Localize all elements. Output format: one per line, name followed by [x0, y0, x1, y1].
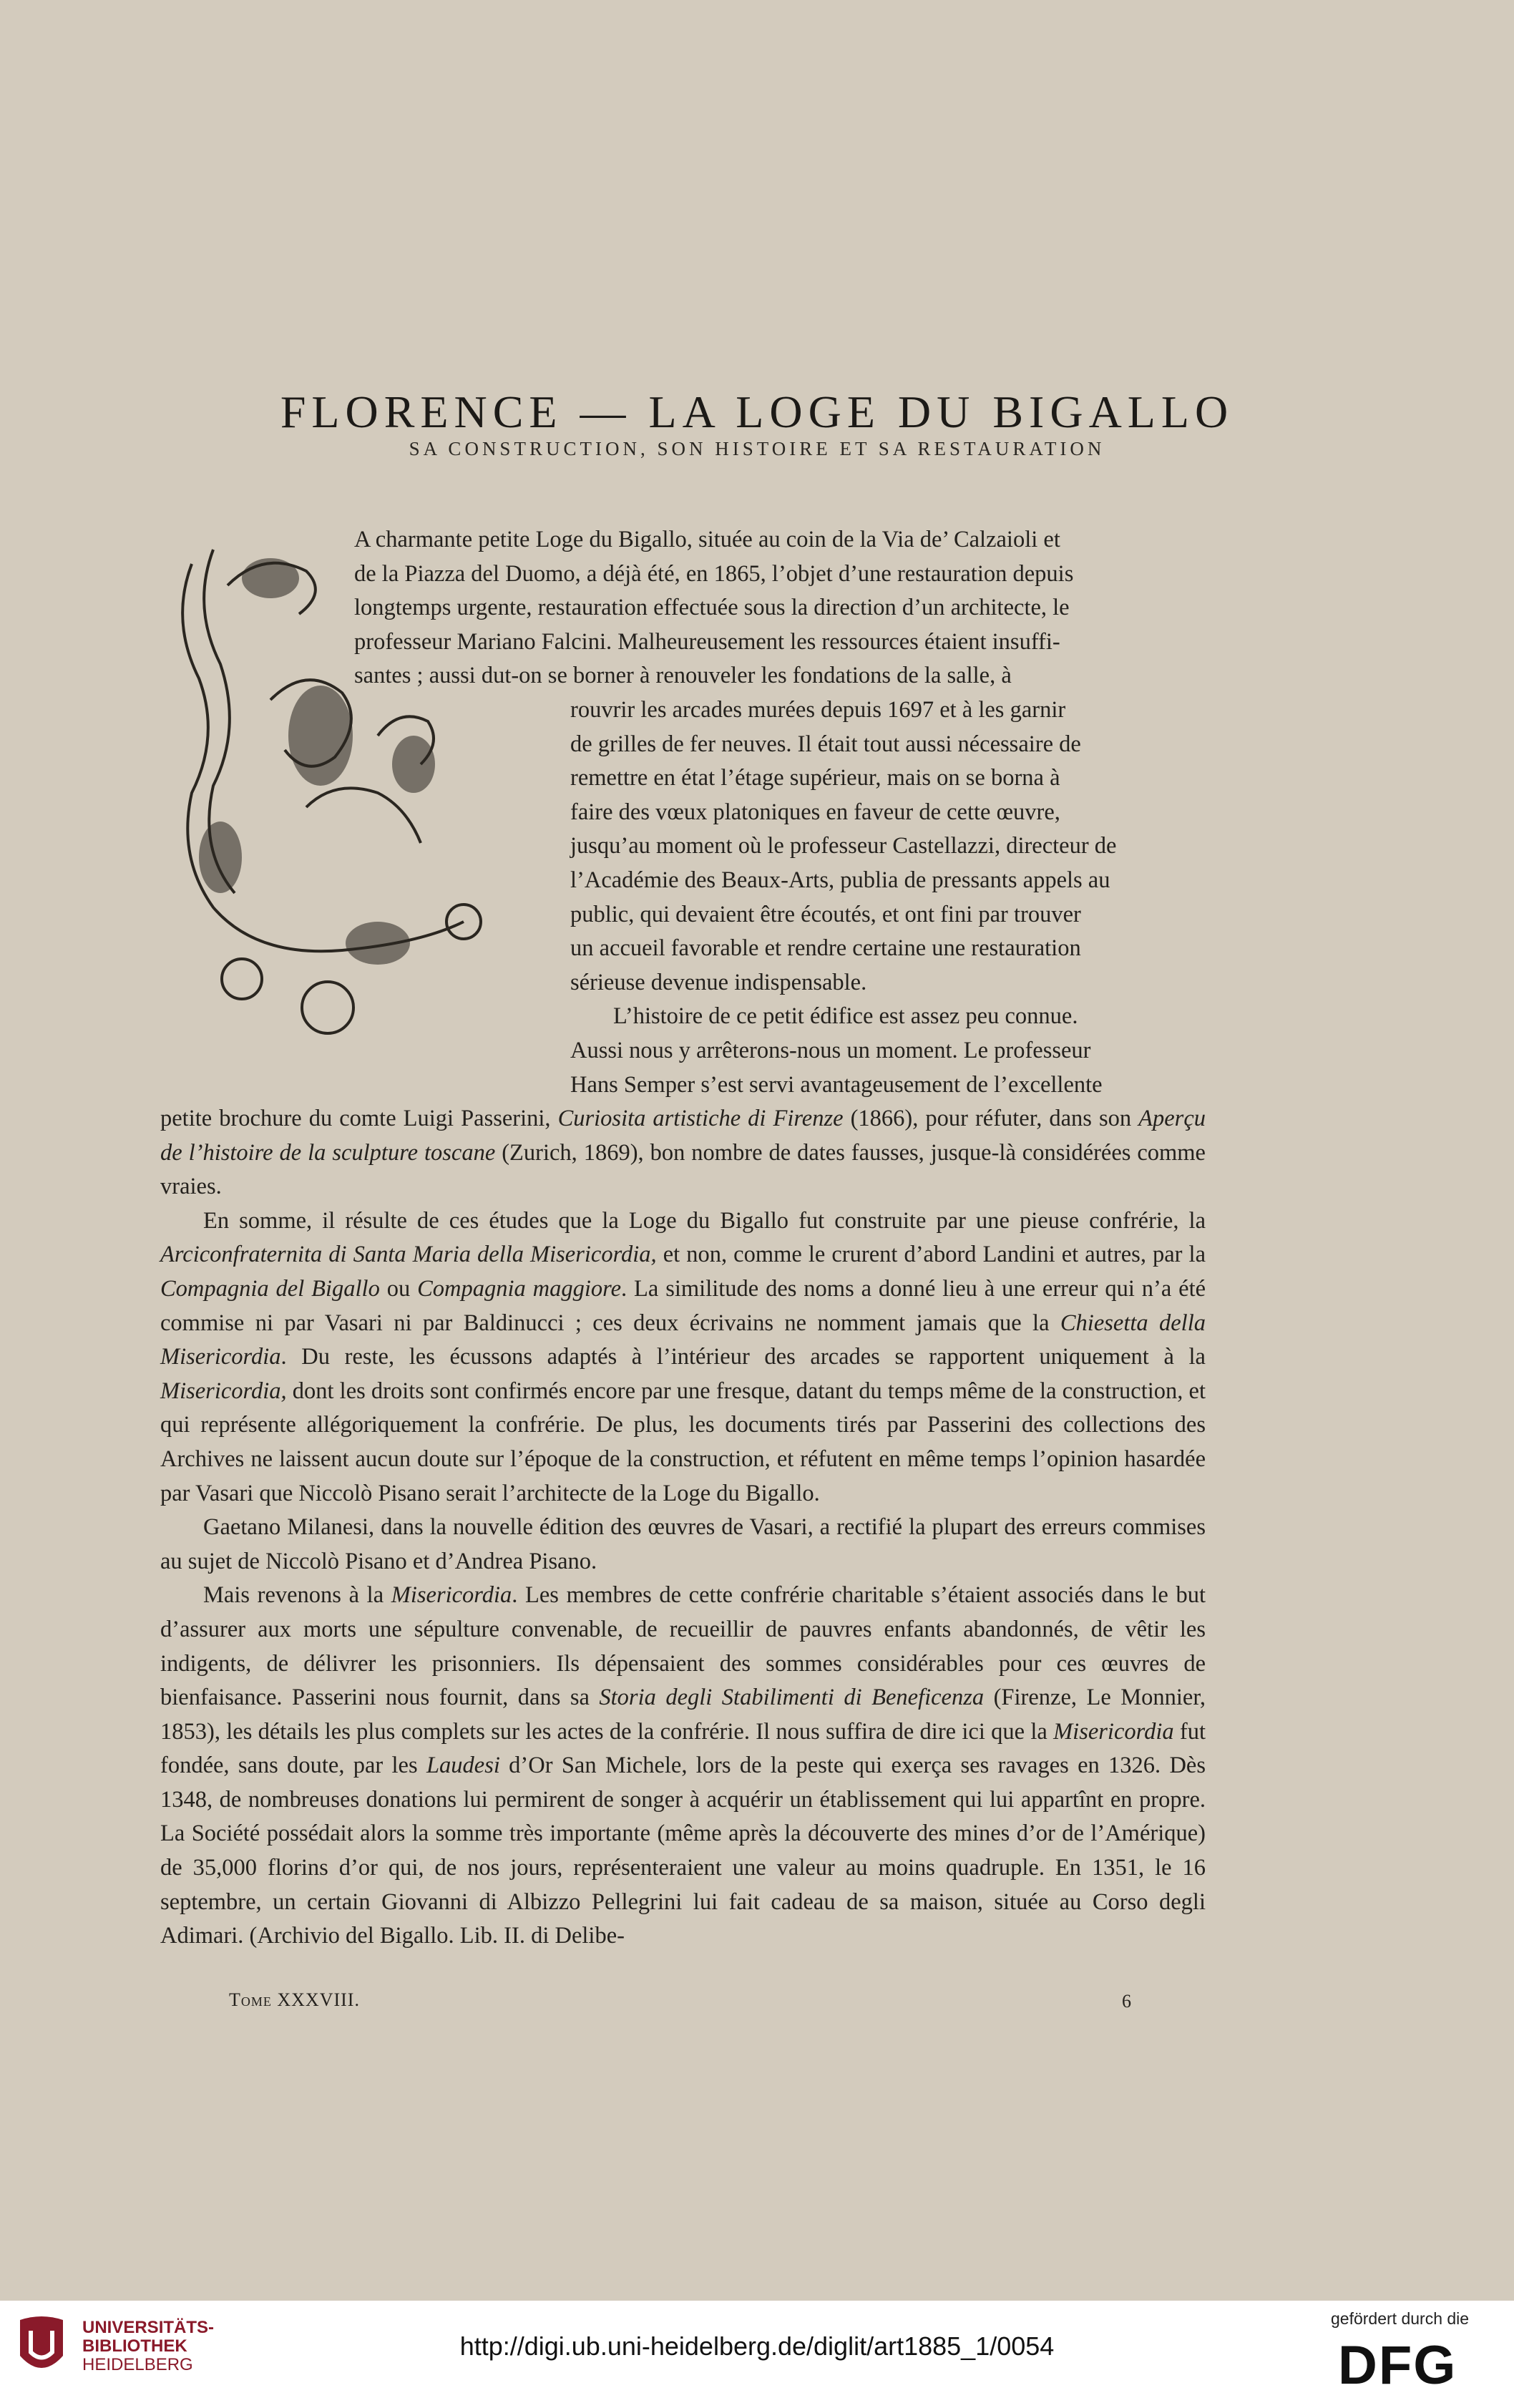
narrow-line-2: de grilles de fer neuves. Il était tout aussi nécessaire de — [570, 731, 1081, 757]
narrow-line-3: remettre en état l’étage supérieur, mais on se borna à — [570, 765, 1060, 791]
paragraph-en-somme: En somme, il résulte de ces études que la Loge du Bigallo fut construite par une pieuse confrérie, la Arciconfraternita di Santa Maria della Misericordia, et non, comme le crurent d’abord Landini et autres, par la Compagnia del Bigallo ou Compagnia maggiore. La similitude des noms a donné lieu à une erreur qui n’a été commise ni par Vasari ni par Baldinucci ; ces deux écrivains ne nomment jamais que la Chiesetta della Misericordia. Du reste, les écussons adaptés à l’intérieur des arcades se rapportent uniquement à la Misericordia, dont les droits sont confirmés encore par une fresque, datant du temps même de la construction, et qui représente allégoriquement la confrérie. De plus, les documents tirés par Passerini des collections des Archives ne laissent aucun doute sur l’époque de la construction, et réfutent en même temps l’opinion hasardée par Vasari que Niccolò Pisano serait l’architecte de la Loge du Bigallo. — [160, 1207, 1206, 1506]
dfg-logo: DFG — [1338, 2335, 1457, 2396]
narrow-line-8: un accueil favorable et rendre certaine une restauration — [570, 935, 1081, 962]
history-line-1: L’histoire de ce petit édifice est assez peu connue. — [613, 1003, 1078, 1030]
narrow-line-5: jusqu’au moment où le professeur Castellazzi, directeur de — [570, 833, 1117, 859]
funding-label: gefördert durch die — [1331, 2309, 1470, 2328]
page-subtitle: SA CONSTRUCTION, SON HISTOIRE ET SA RESTAURATION — [409, 438, 1105, 459]
narrow-line-4: faire des vœux platoniques en faveur de cette œuvre, — [570, 799, 1060, 825]
history-line-3: Hans Semper s’est servi avantageusement de l’excellente — [570, 1071, 1103, 1098]
permalink-url[interactable]: http://digi.ub.uni-heidelberg.de/diglit/art1885_1/0054 — [459, 2331, 1055, 2361]
narrow-line-7: public, qui devaient être écoutés, et ont fini par trouver — [570, 901, 1081, 927]
intro-line-5: santes ; aussi dut-on se borner à renouveler les fondations de la salle, à — [354, 663, 1012, 689]
intro-line-3: longtemps urgente, restauration effectuée sous la direction d’un architecte, le — [354, 595, 1070, 621]
intro-line-4: professeur Mariano Falcini. Malheureusement les ressources étaient insuffi- — [354, 628, 1060, 655]
page-title: FLORENCE — LA LOGE DU BIGALLO — [280, 386, 1234, 437]
library-name-line-3: HEIDELBERG — [82, 2355, 193, 2374]
narrow-line-6: l’Académie des Beaux-Arts, publia de pressants appels au — [570, 867, 1110, 893]
paragraph-semper: petite brochure du comte Luigi Passerini, Curiosita artistiche di Firenze (1866), pour réfuter, dans son Aperçu de l’histoire de la sculpture toscane (Zurich, 1869), bon nombre de dates fausses, jusque-là considérées comme vraies. — [160, 1106, 1206, 1200]
tome-signature: Tome XXXVIII. — [229, 1989, 360, 2010]
library-name-line-2: BIBLIOTHEK — [82, 2336, 187, 2356]
paragraph-misericordia: Mais revenons à la Misericordia. Les membres de cette confrérie charitable s’étaient associés dans le but d’assurer aux morts une sépulture convenable, de recueillir de pauvres enfants abandonnés, de vêtir les indigents, de délivrer les prisonniers. Ils dépensaient des sommes considérables pour ces œuvres de bienfaisance. Passerini nous fournit, dans sa Storia degli Stabilimenti di Beneficenza (Firenze, Le Monnier, 1853), les détails les plus complets sur les actes de la confrérie. Il nous suffira de dire ici que la Misericordia fut fondée, sans doute, par les Laudesi d’Or San Michele, lors de la peste qui exerça ses ravages en 1326. Dès 1348, de nombreuses donations lui permirent de songer à acquérir un établissement qui lui appartînt en propre. La Société possédait alors la somme très importante (même après la découverte des mines d’or de l’Amérique) de 35,000 florins d’or qui, de nos jours, représenteraient une valeur au moins quadruple. En 1351, le 16 septembre, un certain Giovanni di Albizzo Pellegrini lui fait cadeau de sa maison, située au Corso degli Adimari. (Archivio del Bigallo. Lib. II. di Delibe- — [160, 1582, 1206, 1949]
narrow-line-9: sérieuse devenue indispensable. — [570, 969, 867, 995]
sheet-signature: 6 — [1122, 1991, 1131, 2012]
intro-line-1: A charmante petite Loge du Bigallo, située au coin de la Via de’ Calzaioli et — [354, 527, 1060, 552]
paragraph-milanesi: Gaetano Milanesi, dans la nouvelle édition des œuvres de Vasari, a rectifié la plupart des erreurs commises au sujet de Niccolò Pisano et d’Andrea Pisano. — [160, 1514, 1206, 1574]
intro-line-2: de la Piazza del Duomo, a déjà été, en 1865, l’objet d’une restauration depuis — [354, 560, 1074, 587]
narrow-line-1: rouvrir les arcades murées depuis 1697 et à les garnir — [570, 697, 1066, 723]
intro-paragraph-narrow — [570, 693, 1206, 1102]
intro-paragraph-top — [354, 523, 1206, 693]
library-name-line-1: UNIVERSITÄTS- — [82, 2318, 215, 2337]
body-text — [160, 1102, 1206, 1954]
history-line-2: Aussi nous y arrêterons-nous un moment. Le professeur — [570, 1037, 1091, 1063]
